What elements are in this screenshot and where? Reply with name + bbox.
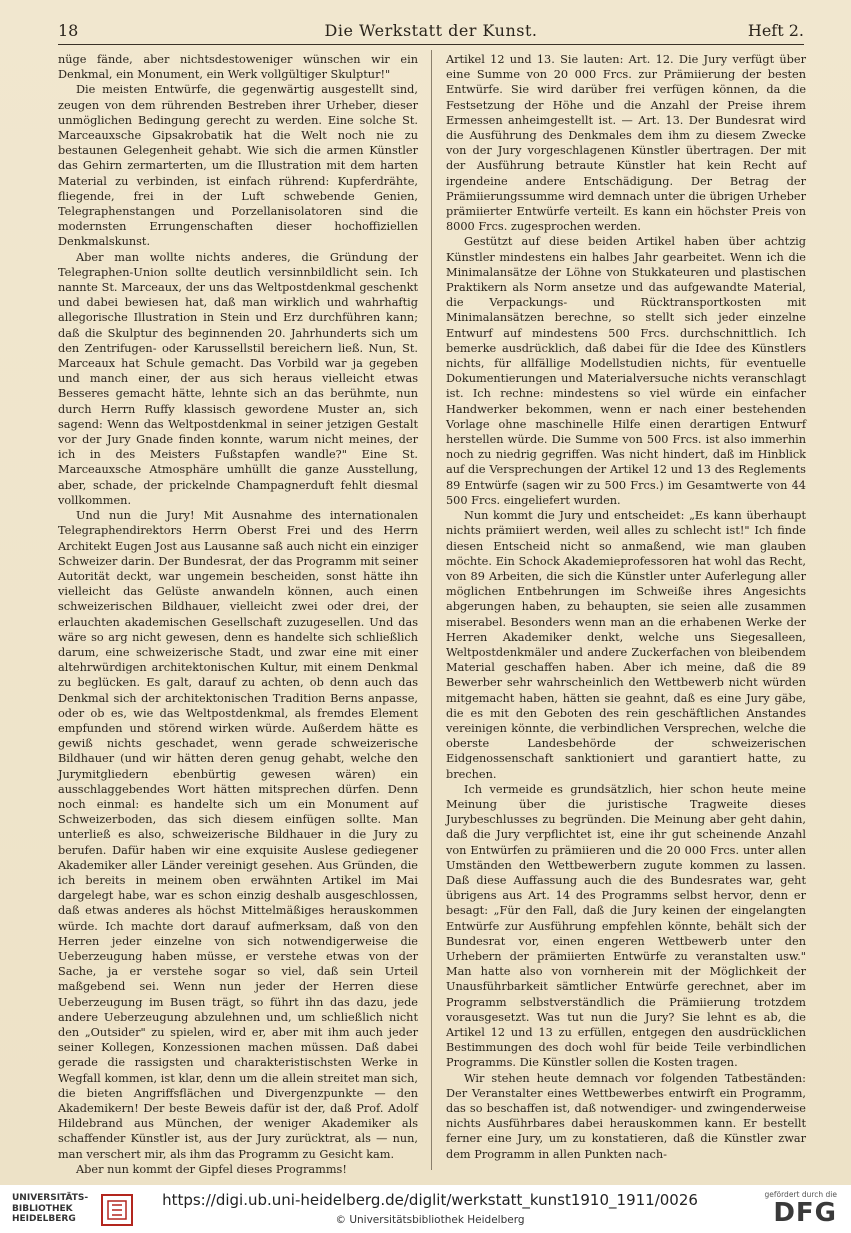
journal-title: Die Werkstatt der Kunst. bbox=[324, 21, 538, 40]
paragraph: Die meisten Entwürfe, die gegenwärtig ausgestellt sind, zeugen von dem rührenden Bestreben ihrer Urheber, dieser unmöglichen Bedingung gerecht zu werden. Eine solche St. Marceauxsche Gipsakrobatik hat die Welt noch nie zu bestaunen Gelegenheit gehabt. Wie sich die armen Künstler das Gehirn zermarterten, um die Illustration mit dem harten Material zu verbinden, ist einfach rührend: Kupferdrähte, fliegende, frei in der Luft schwebende Genien, Telegraphenstangen und Porzellanisolatoren sind die modernsten Errungenschaften dieser hochoffiziellen Denkmalskunst. bbox=[58, 83, 418, 249]
funder-logo[interactable] bbox=[741, 1190, 837, 1230]
viewer-footer bbox=[0, 1185, 851, 1233]
paragraph: Wir stehen heute demnach vor folgenden Tatbeständen: Der Veranstalter eines Wettbewerbes entwirft ein Programm, das so beschaffen ist, daß notwendiger- und zwingenderweise nichts Ausführbares dabei herauskommen kann. Er bestellt ferner eine Jury, um zu konstatieren, daß die Künstler zwar dem Programm in allen Punkten nach- bbox=[446, 1071, 806, 1161]
paragraph: Artikel 12 und 13. Sie lauten: Art. 12. Die Jury verfügt über eine Summe von 20 000 Frcs. zur Prämiierung der besten Entwürfe. Sie wird darüber frei verfügen können, da die Festsetzung der Höhe und die Anzahl der Preise ihrem Ermessen anheimgestellt ist. — Art. 13. Der Bundesrat wird die Ausführung des Denkmales dem ihm zu diesem Zwecke von der Jury vorgeschlagenen Künstler übertragen. Der mit der Ausführung betraute Künstler hat kein Recht auf irgendeine andere Entschädigung. Der Betrag der Prämiierungssumme wird demnach unter die übrigen Urheber prämiierter Entwürfe verteilt. Es kann ein höchster Preis von 8000 Frcs. zugesprochen werden. bbox=[446, 53, 806, 234]
page-number: 18 bbox=[58, 21, 79, 40]
copyright-notice: © Universitätsbibliothek Heidelberg bbox=[335, 1214, 525, 1226]
paragraph: Gestützt auf diese beiden Artikel haben über achtzig Künstler mindestens ein halbes Jahr gearbeitet. Wenn ich die Minimalansätze der Löhne von Stukkateuren und plastischen Praktikern als Norm ansetze und das aufgewandte Material, die Verpackungs- und Rücktransportkosten mit Minimalansätzen berechne, so stellt sich jeder einzelne Entwurf auf mindestens 500 Frcs. durchschnittlich. Ich bemerke ausdrücklich, daß dabei für die Idee des Künstlers nichts, für allfällige Modellstudien nichts, für eventuelle Dokumentierungen und Materialversuche nichts veranschlagt ist. Ich rechne: mindestens so viel würde ein einfacher Handwerker bekommen, wenn er nach einer bestehenden Vorlage ohne maschinelle Hilfe einen derartigen Entwurf herstellen würde. Die Summe von 500 Frcs. ist also immerhin noch zu niedrig gegriffen. Was nicht hindert, daß im Hinblick auf die Versprechungen der Artikel 12 und 13 des Reglements 89 Entwürfe (sagen wir zu 500 Frcs.) im Gesamtwerte von 44 500 Frcs. eingeliefert wurden. bbox=[446, 235, 806, 507]
paragraph: Aber nun kommt der Gipfel dieses Programms! bbox=[76, 1162, 347, 1176]
paragraph: Und nun die Jury! Mit Ausnahme des internationalen Telegraphendirektors Herrn Oberst Frei und des Herrn Architekt Eugen Jost aus Lausanne saß auch nicht ein einziger Schweizer darin. Der Bundesrat, der das Programm mit seiner Autorität deckt, war ungemein bescheiden, sonst hätte ihn vielleicht das Gelüste anwandeln können, auch einen schweizerischen Bildhauer, vielleicht zwei oder drei, der erlauchten akademischen Gesellschaft zuzugesellen. Und das wäre so arg nicht gewesen, denn es handelte sich schließlich darum, eine schweizerische Stadt, und zwar eine mit einer altehrwürdigen architektonischen Kultur, mit einem Denkmal zu beglücken. Es galt, darauf zu achten, ob denn auch das Denkmal sich der architektonischen Tradition Berns anpasse, oder ob es, wie das Weltpostdenkmal, als fremdes Element empfunden und störend wirken würde. Außerdem hätte es gewiß nichts geschadet, wenn gerade schweizerische Bildhauer (und wir hätten deren genug gehabt, welche den Jurymitgliedern ebenbürtig gewesen wären) ein ausschlaggebendes Wort hätten mitsprechen dürfen. Denn noch einmal: es handelte sich um ein Monument auf Schweizerboden, das sich diesem einfügen sollte. Man unterließ es also, schweizerische Bildhauer in die Jury zu berufen. Dafür haben wir eine exquisite Auslese gediegener Akademiker aller Länder vereinigt gesehen. Aus Gründen, die ich bereits in meinem oben erwähnten Artikel im Mai dargelegt habe, war es schon einzig deshalb ausgeschlossen, daß etwas anderes als höchst Mittelmäßiges herauskommen würde. Ich machte dort darauf aufmerksam, daß von den Herren jeder einzelne von sich notwendigerweise die Ueberzeugung haben müsse, er verstehe etwas von der Sache, ja er verstehe sogar so viel, daß sein Urteil maßgebend sei. Wenn nun jeder der Herren diese Ueberzeugung im Busen trägt, so führt ihn das dazu, jede andere Ueberzeugung abzulehnen und, um schließlich nicht den „Outsider" zu spielen, wird er, aber mit ihm auch jeder seiner Kollegen, Konzessionen machen müssen. Daß dabei gerade die rassigsten und charakteristischsten Werke in Wegfall kommen, ist klar, denn um die allein streitet man sich, die bieten Angriffsflächen und Divergenzpunkte — den Akademikern! Der beste Beweis dafür ist der, daß Prof. Adolf Hildebrand aus München, der weniger Akademiker als schaffender Künstler ist, aus der Jury zurücktrat, als — nun, man verschert mir, als ihm das Programm zu Gesicht kam. bbox=[58, 509, 418, 1161]
dfg-logo: DFG bbox=[773, 1198, 837, 1228]
column-divider bbox=[431, 50, 432, 1170]
paragraph: nüge fände, aber nichtsdestoweniger wünschen wir ein Denkmal, ein Monument, ein Werk vollgültiger Skulptur!" bbox=[58, 53, 418, 82]
library-name: UNIVERSITÄTS- BIBLIOTHEK HEIDELBERG bbox=[12, 1193, 89, 1224]
library-logo[interactable] bbox=[12, 1193, 162, 1227]
issue-number: Heft 2. bbox=[747, 21, 804, 40]
funding-note: gefördert durch die bbox=[764, 1190, 837, 1199]
running-head bbox=[58, 20, 804, 42]
library-seal-icon bbox=[100, 1193, 134, 1227]
permalink[interactable]: https://digi.ub.uni-heidelberg.de/diglit/werkstatt_kunst1910_1911/0026 bbox=[162, 1191, 698, 1209]
paragraph: Aber man wollte nichts anderes, die Gründung der Telegraphen-Union sollte deutlich versinnbildlicht sein. Ich nannte St. Marceaux, der uns das Weltpostdenkmal geschenkt und dabei bewiesen hat, daß man wirklich und wahrhaftig allegorische Illustration in Stein und Erz durchführen kann; daß die Skulptur des beginnenden 20. Jahrhunderts sich um den Zentrifugen- oder Karussellstil bereichern ließ. Nun, St. Marceaux hat Schule gemacht. Das Vorbild war ja gegeben und manch einer, der aus sich heraus vielleicht etwas Besseres gemacht hätte, lehnte sich an das berühmte, nun durch Herrn Ruffy klassisch gewordene Muster an, sich sagend: Wenn das Weltpostdenkmal in seiner jetzigen Gestalt vor der Jury Gnade finden konnte, warum nicht meines, der ich in des Meisters Fußstapfen wandle?" Eine St. Marceauxsche Atmosphäre umhüllt die ganze Ausstellung, aber, schade, der prickelnde Champagnerduft fehlt diesmal vollkommen. bbox=[58, 250, 418, 507]
paragraph: Ich vermeide es grundsätzlich, hier schon heute meine Meinung über die juristische Tragweite dieses Jurybeschlusses zu begründen. Die Meinung aber geht dahin, daß die Jury verpflichtet ist, eine ihr gut scheinende Anzahl von Entwürfen zu prämiieren und die 20 000 Frcs. unter allen Umständen den Wettbewerbern zugute kommen zu lassen. Daß diese Auffassung auch die des Bundesrates war, geht übrigens aus Art. 14 des Programms selbst hervor, denn er besagt: „Für den Fall, daß die Jury keinen der eingelangten Entwürfe zur Ausführung empfehlen könnte, behält sich der Bundesrat vor, einen engeren Wettbewerb unter den Urhebern der prämiierten Entwürfe zu veranstalten usw." Man hatte also von vornherein mit der Möglichkeit der Unausführbarkeit sämtlicher Entwürfe gerechnet, aber im Programm selbstverständlich die Prämiierung trotzdem vorausgesetzt. Was tut nun die Jury? Sie lehnt es ab, die Artikel 12 und 13 zu erfüllen, entgegen den ausdrücklichen Bestimmungen des doch wohl für beide Teile verbindlichen Programms. Die Künstler sollen die Kosten tragen. bbox=[446, 782, 806, 1070]
header-rule bbox=[58, 44, 804, 45]
right-column bbox=[446, 52, 806, 1162]
paragraph: Nun kommt die Jury und entscheidet: „Es kann überhaupt nichts prämiiert werden, weil alles zu schlecht ist!" Ich finde diesen Entscheid nicht so anmaßend, wie man glauben möchte. Ein Schock Akademieprofessoren hat wohl das Recht, von 89 Arbeiten, die sich die Künstler unter Auferlegung aller möglichen Entbehrungen im Schweiße ihres Angesichts abgerungen haben, zu behaupten, sie seien alle zusammen miserabel. Besonders wenn man an die erhabenen Werke der Herren Akademiker denkt, welche uns Siegesalleen, Weltpostdenkmäler und andere Zuckerfachen von bleibendem Material geschaffen haben. Aber ich meine, daß die 89 Bewerber sehr wahrscheinlich den Wettbewerb nicht würden mitgemacht haben, hätten sie geahnt, daß es eine Jury gäbe, die es mit den Geboten des rein geschäftlichen Anstandes vereinigen könnte, die verbindlichen Versprechen, welche die oberste Landesbehörde der schweizerischen Eidgenossenschaft sanktioniert und garantiert hatte, zu brechen. bbox=[446, 509, 806, 781]
left-column bbox=[58, 52, 418, 1177]
